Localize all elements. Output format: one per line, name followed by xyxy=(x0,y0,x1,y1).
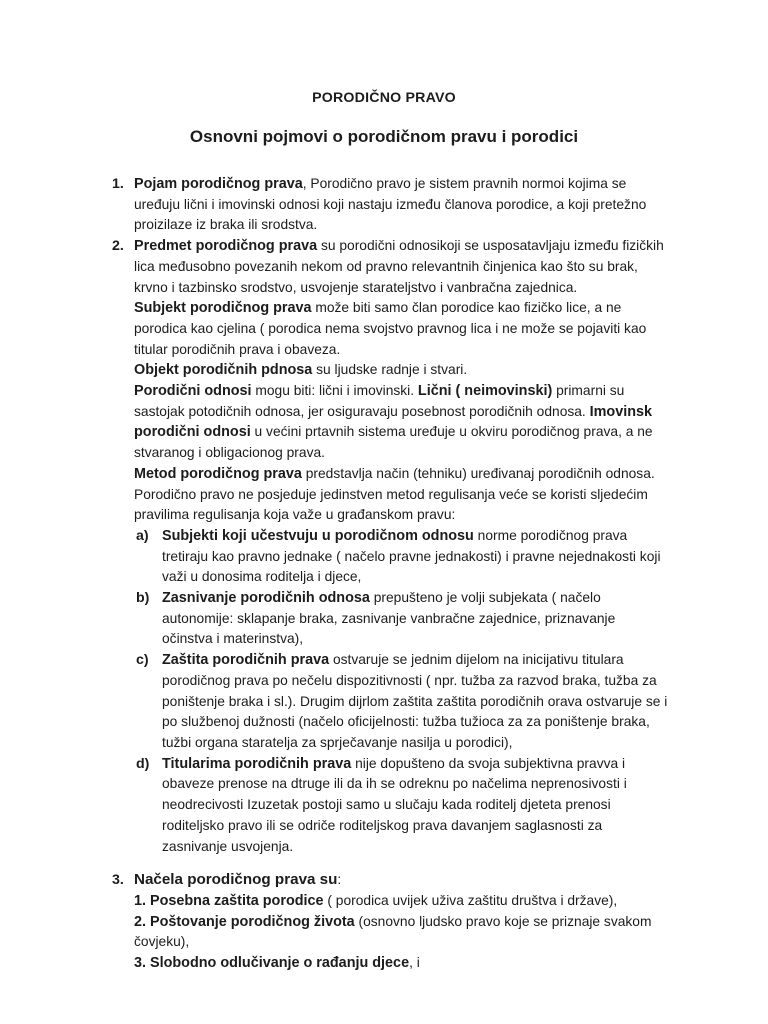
paragraph-text: Titularima porodičnih prava nije dopušteno da svoja subjektivna pravva i obaveze prenose na dtruge ili da ih se odreknu po načelima neprenosivosti i neodrecivosti Izuzetak postoji samo u slučaju kada roditelj djeteta prenosi roditeljsko pravo ili se odriče roditeljskog prava davanjem saglasnosti za zasnivanje usvojenja. xyxy=(162,755,627,854)
list-marker: a) xyxy=(136,527,149,544)
item-c-zastita xyxy=(136,650,668,754)
paragraph-text: Zaštita porodičnih prava ostvaruje se jednim dijelom na inicijativu titulara porodičnog prava po nečelu dispozitivnosti ( npr. tužba za razvod braka, tužba za poništenje braka i sl.). Drugim dijrlom zaštita zaštita porodičnih orava ostvaruje se i po službenoj dužnosti (načelo oficijelnosti: tužba tužioca za za poništenje braka, tužbi organa staratelja za sprječavanje nasilja u porodici), xyxy=(162,652,668,750)
item-3-nacela xyxy=(112,870,668,891)
list-marker: c) xyxy=(136,652,149,669)
paragraph-text: Načela porodičnog prava su: xyxy=(134,871,342,889)
para-objekt xyxy=(134,360,668,381)
paragraph-text: Metod porodičnog prava predstavlja način (tehniku) uređivanaj porodičnih odnosa. Porodično pravo ne posjeduje jedinstven metod regulisanja veće se koristi sljedećim pravilima regulisanja koja važe u građanskom pravu: xyxy=(134,465,655,523)
document-content xyxy=(112,174,668,974)
paragraph-text: Zasnivanje porodičnih odnosa prepušteno je volji subjekata ( načelo autonomije: sklapanje braka, zasnivanje vanbračne zajednice, priznavanje očinstva i materinstva), xyxy=(162,590,616,647)
paragraph-text: Objekt porodičnih pdnosa su ljudske radnje i stvari. xyxy=(134,362,468,379)
item-3-sub-3 xyxy=(134,953,668,974)
list-marker: b) xyxy=(136,590,150,607)
paragraph-text: Porodični odnosi mogu biti: lični i imovinski. Lični ( neimovinski) primarni su sastojak potodičnih odnosa, jer osiguravaju posebnost porodičnih odnosa. Imovinsk porodični odnosi u većini prtavnih sistema uređuje u okviru porodičnog prava, a ne stvaranog i obligacionog prava. xyxy=(134,383,653,461)
list-marker: 3. xyxy=(112,872,124,889)
document-subtitle: Osnovni pojmovi o porodičnom pravu i porodici xyxy=(189,127,579,146)
paragraph-text: 2. Poštovanje porodičnog života (osnovno ljudsko pravo koje se priznaje svakom čovjeku), xyxy=(134,913,652,950)
item-1-pojam xyxy=(112,174,668,236)
list-marker: 1. xyxy=(112,176,124,192)
item-2-predmet xyxy=(112,236,668,298)
para-metod xyxy=(134,464,668,526)
paragraph-text: Predmet porodičnog prava su porodični odnosikoji se usposatavljaju između fizičkih lica međusobno povezanih nekom od pravno relevantnih činjenica kao što su brak, krvno i tazbinsko srodstvo, usvojenje starateljstvo i vanbračna zajednica. xyxy=(134,238,664,295)
paragraph-text: 1. Posebna zaštita porodice ( porodica uvijek uživa zaštitu društva i države), xyxy=(134,892,618,909)
item-3-sub-2 xyxy=(134,912,668,953)
list-marker: 2. xyxy=(112,238,124,255)
para-porodicni-odnosi xyxy=(134,381,668,464)
paragraph-text: Pojam porodičnog prava, Porodično pravo je sistem pravnih normoi kojima se uređuju lični i imovinski odnosi koji nastaju između članova porodice, a koji pretežno proizilaze iz braka ili srodstva. xyxy=(134,176,647,233)
item-3-sub-1 xyxy=(134,891,668,912)
paragraph-text: Subjekt porodičnog prava može biti samo član porodice kao fizičko lice, a ne porodica kao cjelina ( porodica nema svojstvo pravnog lica i ne može se pojaviti kao titular porodičnih prava i obaveza. xyxy=(134,300,647,357)
document-title: PORODIČNO PRAVO xyxy=(312,90,456,106)
item-a-subjekti xyxy=(136,526,668,588)
item-b-zasnivanje xyxy=(136,588,668,650)
paragraph-text: 3. Slobodno odlučivanje o rađanju djece, i xyxy=(134,955,420,972)
item-d-titularima xyxy=(136,754,668,858)
para-subjekt xyxy=(134,298,668,360)
paragraph-text: Subjekti koji učestvuju u porodičnom odnosu norme porodičnog prava tretiraju kao pravno jednake ( načelo pravne jednakosti) i pravne nejednakosti koji važi u donosima roditelja i djece, xyxy=(162,527,661,585)
list-marker: d) xyxy=(136,755,150,772)
